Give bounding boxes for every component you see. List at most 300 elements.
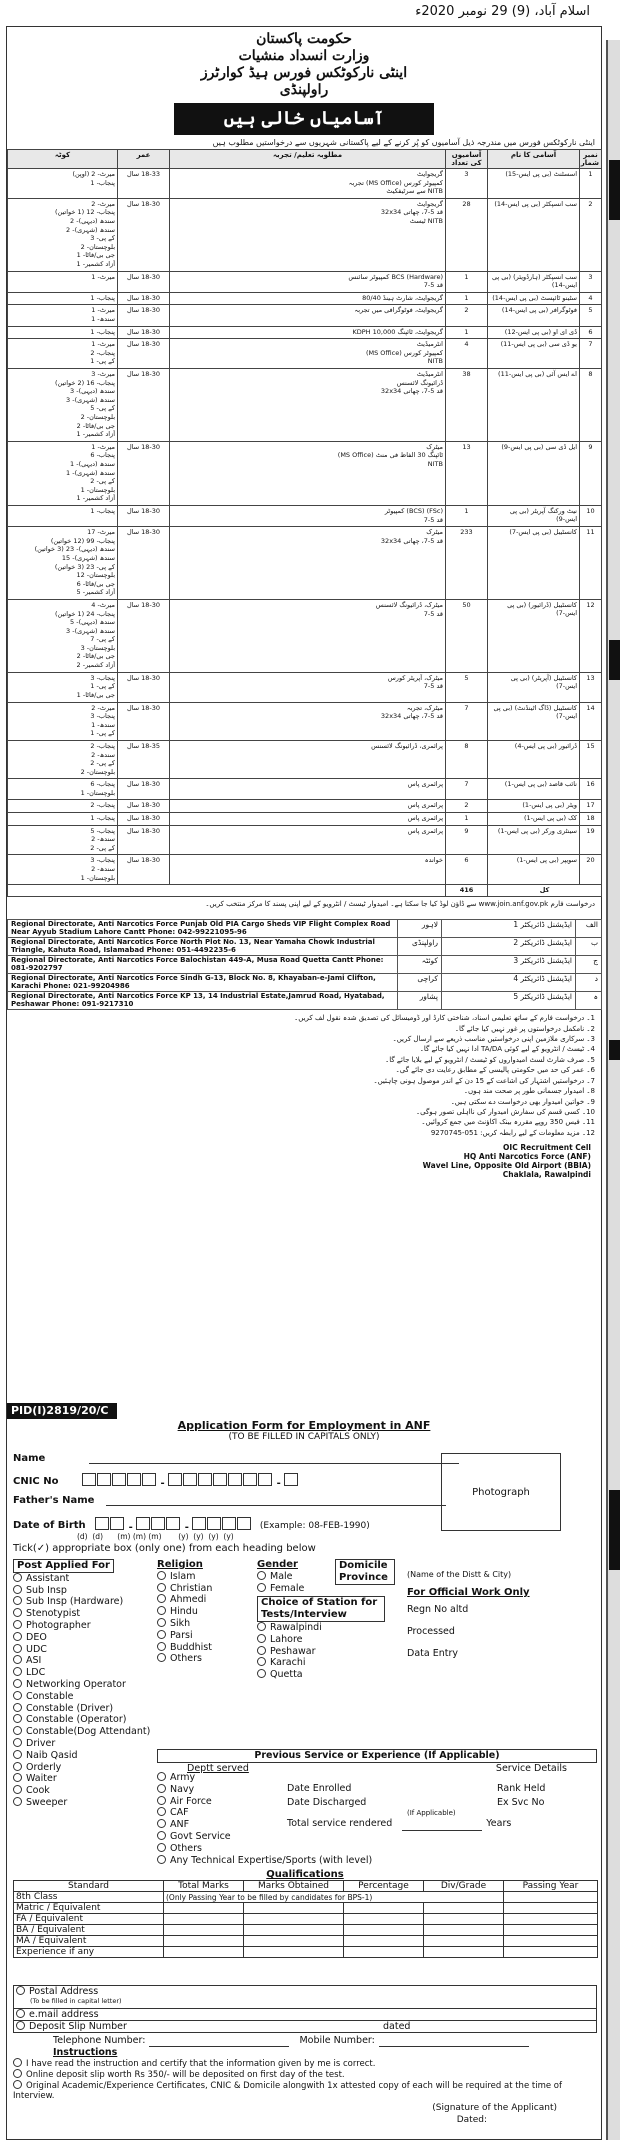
qualification-line: NITB <box>427 357 443 366</box>
post-option[interactable] <box>13 1620 163 1632</box>
dept-radio[interactable] <box>157 1819 166 1828</box>
govt-line: حکومت پاکستان <box>256 31 352 47</box>
vacancy-age: 18-30 سال <box>118 527 170 600</box>
qualification-line: میٹرک <box>426 528 443 537</box>
years-label: Years <box>486 1818 512 1829</box>
vacancy-count: 4 <box>446 339 488 369</box>
digit-box[interactable] <box>198 1473 212 1486</box>
dept-option[interactable] <box>157 1807 257 1819</box>
quota-line: سندھ (دیہی)- 2 <box>70 216 115 225</box>
religion-option[interactable] <box>157 1606 267 1618</box>
domicile-heading: Domicile Province <box>335 1559 395 1585</box>
dept-label: ANF <box>170 1819 190 1831</box>
vacancy-age: 18-30 سال <box>118 599 170 672</box>
qualification-line: قد 5-7، چھاتی 32x34 <box>380 536 443 545</box>
post-label: DEO <box>26 1631 47 1643</box>
religion-option[interactable] <box>157 1630 267 1642</box>
quota-line: میرٹ- 1 <box>91 340 115 349</box>
region-director: ایڈیشنل ڈائریکٹر 2 <box>442 938 576 956</box>
post-radio[interactable] <box>13 1596 22 1605</box>
quota-line: جی بی/فاٹا- 1 <box>76 690 115 699</box>
post-option[interactable] <box>13 1785 163 1797</box>
total-count: 416 <box>446 885 488 897</box>
official-field: Processed <box>407 1625 455 1637</box>
vacancy-col-header: نمبر شمار <box>580 150 602 169</box>
qual-cell[interactable] <box>164 1903 244 1914</box>
qual-col-header: Standard <box>14 1881 164 1892</box>
father-field[interactable] <box>106 1505 446 1506</box>
vacancy-number: 1 <box>580 169 602 199</box>
post-option[interactable] <box>13 1608 163 1620</box>
digit-box[interactable] <box>95 1517 109 1530</box>
quota-line: میرٹ- 2 <box>91 199 115 208</box>
dept-option[interactable] <box>157 1796 257 1808</box>
post-radio[interactable] <box>13 1620 22 1629</box>
separator: - <box>156 1478 169 1489</box>
post-radio[interactable] <box>13 1632 22 1641</box>
vacancy-col-header: کوٹہ <box>8 150 118 169</box>
dob-boxes[interactable] <box>95 1517 252 1533</box>
tech-radio[interactable] <box>157 1855 166 1864</box>
digit-box[interactable] <box>142 1473 156 1486</box>
station-heading: Choice of Station for Tests/Interview <box>257 1596 385 1622</box>
dept-radio[interactable] <box>157 1796 166 1805</box>
vacancy-row <box>8 672 602 702</box>
post-radio[interactable] <box>13 1644 22 1653</box>
post-radio[interactable] <box>13 1714 22 1723</box>
religion-radio[interactable] <box>157 1571 166 1580</box>
vacancy-age: 18-30 سال <box>118 368 170 441</box>
vacancy-row <box>8 505 602 526</box>
vacancy-age: 18-30 سال <box>118 441 170 505</box>
qual-cell[interactable] <box>344 1947 424 1958</box>
postal-label: Postal Address <box>29 1986 99 1997</box>
qual-cell[interactable] <box>424 1914 504 1925</box>
dept-radio[interactable] <box>157 1784 166 1793</box>
digit-box[interactable] <box>136 1517 150 1530</box>
contact-section <box>13 1985 597 2126</box>
digit-box[interactable] <box>112 1473 126 1486</box>
religion-option[interactable] <box>157 1618 267 1630</box>
digit-box[interactable] <box>222 1517 236 1530</box>
gender-heading: Gender <box>257 1559 298 1570</box>
vacancy-age: 18-30 سال <box>118 305 170 326</box>
quota-line: پنجاب- 2 <box>90 801 115 810</box>
website-note: درخواست فارم www.join.anf.gov.pk سے ڈاؤن لوڈ کیا جا سکتا ہے۔ امیدوار ٹیسٹ / انٹرویو کے لیے اپنی پسند کا مرکز منتخب کریں۔ <box>205 900 595 909</box>
post-label: UDC <box>26 1643 47 1655</box>
official-field: Data Entry <box>407 1647 458 1659</box>
dept-radio[interactable] <box>157 1807 166 1816</box>
vacancy-post: کانسٹیبل (بی پی ایس-7) <box>488 527 580 600</box>
vacancy-number: 11 <box>580 527 602 600</box>
post-radio[interactable] <box>13 1655 22 1664</box>
instruction-line: 5۔ صرف شارٹ لسٹ امیدواروں کو ٹیسٹ / انٹرویو کے لیے بلایا جائے گا۔ <box>385 1055 595 1064</box>
instruction-line: 1۔ درخواست فارم کے ساتھ تعلیمی اسناد، شناختی کارڈ اور ڈومیسائل کی تصدیق شدہ نقول لف کریں۔ <box>294 1014 595 1023</box>
post-radio[interactable] <box>13 1750 22 1759</box>
religion-radio[interactable] <box>157 1606 166 1615</box>
vacancy-post: فوٹوگرافر (بی پی ایس-14) <box>488 305 580 326</box>
dept-radio[interactable] <box>157 1772 166 1781</box>
region-key: د <box>576 974 602 992</box>
quota-line: سندھ- 2 <box>91 750 115 759</box>
vacancy-count: 9 <box>446 825 488 855</box>
digit-box[interactable] <box>192 1517 206 1530</box>
vacancy-col-header: آسامی کا نام <box>488 150 580 169</box>
post-option[interactable] <box>13 1655 163 1667</box>
digit-box[interactable] <box>284 1473 298 1486</box>
post-option[interactable] <box>13 1596 163 1608</box>
vacancy-count: 6 <box>446 855 488 885</box>
dept-radio[interactable] <box>157 1843 166 1852</box>
dept-option[interactable] <box>157 1784 257 1796</box>
qual-cell[interactable] <box>504 1947 598 1958</box>
quota-line: پنجاب- 1 <box>90 506 115 515</box>
digit-box[interactable] <box>183 1473 197 1486</box>
vacancy-quota <box>8 800 118 813</box>
station-label: Rawalpindi <box>270 1621 322 1633</box>
quota-line: پنجاب- 1 <box>90 293 115 302</box>
signature-line: HQ Anti Narcotics Force (ANF) <box>463 1152 591 1162</box>
dept-option[interactable] <box>157 1843 257 1855</box>
digit-box[interactable] <box>237 1517 251 1530</box>
if-applicable-note: (If Applicable) <box>407 1809 456 1817</box>
anf-line: اینٹی نارکوٹکس فورس ہیڈ کوارٹرز <box>200 65 408 81</box>
region-row <box>8 956 602 974</box>
vacancy-qualification <box>170 305 446 326</box>
mobile-label: Mobile Number: <box>299 2035 375 2046</box>
post-option[interactable] <box>13 1644 163 1656</box>
vacancy-quota <box>8 198 118 271</box>
post-option[interactable] <box>13 1762 163 1774</box>
qual-cell[interactable] <box>504 1914 598 1925</box>
religion-radio[interactable] <box>157 1618 166 1627</box>
qual-cell[interactable] <box>504 1936 598 1947</box>
total-label: کل <box>488 885 602 897</box>
post-radio[interactable] <box>13 1573 22 1582</box>
post-option[interactable] <box>13 1632 163 1644</box>
telephone-field[interactable] <box>149 2046 289 2047</box>
post-option[interactable] <box>13 1679 163 1691</box>
region-key: ب <box>576 938 602 956</box>
qual-cell[interactable] <box>244 1936 344 1947</box>
religion-label: Islam <box>170 1570 196 1582</box>
instruction-line: 3۔ سرکاری ملازمین اپنی درخواستیں مناسب ذریعے سے ارسال کریں۔ <box>392 1035 595 1044</box>
signature-line: OIC Recruitment Cell <box>503 1143 591 1153</box>
deposit-radio[interactable] <box>16 2021 25 2030</box>
digit-box[interactable] <box>166 1517 180 1530</box>
post-option[interactable] <box>13 1750 163 1762</box>
religion-radio[interactable] <box>157 1630 166 1639</box>
form-instruction <box>13 2080 597 2101</box>
qualification-line: پرائمری پاس <box>407 814 443 823</box>
dept-option[interactable] <box>157 1831 257 1843</box>
total-service-label: Total service rendered <box>287 1818 393 1829</box>
quota-line: پنجاب- 5 <box>90 826 115 835</box>
post-radio[interactable] <box>13 1762 22 1771</box>
post-radio[interactable] <box>13 1679 22 1688</box>
vacancy-number: 6 <box>580 326 602 339</box>
post-option[interactable] <box>13 1573 163 1585</box>
cnic-boxes[interactable] <box>82 1473 299 1489</box>
post-option[interactable] <box>13 1691 163 1703</box>
vacancy-row <box>8 779 602 800</box>
cnic-label: CNIC No <box>13 1476 59 1487</box>
quota-line: جی بی/فاٹا- 1 <box>76 251 115 260</box>
vacancy-qualification <box>170 339 446 369</box>
gender-radio[interactable] <box>257 1583 266 1592</box>
vacancy-post: یو ڈی سی (بی پی ایس-11) <box>488 339 580 369</box>
qual-cell[interactable] <box>244 1947 344 1958</box>
post-option[interactable] <box>13 1667 163 1679</box>
vacancy-quota <box>8 779 118 800</box>
dob-format: (d) (d) (m) (m) (m) (y) (y) (y) (y) <box>77 1532 234 1541</box>
post-radio[interactable] <box>13 1785 22 1794</box>
photograph-box[interactable]: Photograph <box>441 1453 561 1531</box>
qual-cell[interactable] <box>164 1936 244 1947</box>
ministry-line: وزارت انسداد منشیات <box>238 48 370 64</box>
vacancy-qualification <box>170 800 446 813</box>
vacancy-quota <box>8 169 118 199</box>
qualification-line: NITB سے سرٹیفکیٹ <box>386 187 443 196</box>
qual-cell[interactable] <box>424 1947 504 1958</box>
mobile-field[interactable] <box>379 2046 529 2047</box>
post-option[interactable] <box>13 1773 163 1785</box>
religion-label: Parsi <box>170 1629 193 1641</box>
qual-cell[interactable] <box>424 1903 504 1914</box>
vacancy-age: 18-30 سال <box>118 813 170 826</box>
post-radio[interactable] <box>13 1667 22 1676</box>
quota-line: کے پی- 2 <box>90 843 115 852</box>
qual-cell[interactable] <box>164 1925 244 1936</box>
qualification-line: گریجوایٹ، ٹائپنگ 10,000 KDPH <box>352 327 443 336</box>
station-radio[interactable] <box>257 1646 266 1655</box>
region-row <box>8 938 602 956</box>
digit-box[interactable] <box>110 1517 124 1530</box>
exsvc-label: Ex Svc No <box>497 1797 545 1808</box>
quota-line: سندھ- 2 <box>91 835 115 844</box>
digit-box[interactable] <box>97 1473 111 1486</box>
vacancy-row <box>8 169 602 199</box>
digit-box[interactable] <box>258 1473 272 1486</box>
vacancy-count: 5 <box>446 672 488 702</box>
telephone-label: Telephone Number: <box>53 2035 146 2046</box>
digit-box[interactable] <box>151 1517 165 1530</box>
vacancy-number: 2 <box>580 198 602 271</box>
digit-box[interactable] <box>82 1473 96 1486</box>
vacancy-count: 1 <box>446 813 488 826</box>
post-label: Networking Operator <box>26 1678 126 1690</box>
vacancy-quota <box>8 326 118 339</box>
qual-cell[interactable] <box>344 1914 424 1925</box>
religion-option[interactable] <box>157 1642 267 1654</box>
vacancy-count: 13 <box>446 441 488 505</box>
instruction-line: 12۔ مزید معلومات کے لیے رابطہ کریں: 051-9270745 <box>430 1128 595 1137</box>
dept-radio[interactable] <box>157 1831 166 1840</box>
post-radio[interactable] <box>13 1608 22 1617</box>
post-option[interactable] <box>13 1714 163 1726</box>
religion-option[interactable] <box>157 1594 267 1606</box>
qual-cell[interactable] <box>344 1936 424 1947</box>
email-radio[interactable] <box>16 2009 25 2018</box>
post-label: LDC <box>26 1667 46 1679</box>
total-service-field[interactable] <box>402 1830 482 1831</box>
quota-line: سندھ (دیہی)- 3 <box>70 387 115 396</box>
dept-label: Others <box>170 1842 202 1854</box>
quota-line: پنجاب- 6 <box>90 780 115 789</box>
name-label: Name <box>13 1453 46 1464</box>
digit-box[interactable] <box>127 1473 141 1486</box>
station-option[interactable] <box>257 1622 407 1634</box>
digit-box[interactable] <box>228 1473 242 1486</box>
qualifications-heading: Qualifications <box>266 1869 344 1880</box>
vacancy-age: 18-30 سال <box>118 271 170 292</box>
qual-cell[interactable] <box>504 1903 598 1914</box>
quota-line: میرٹ- 1 <box>91 442 115 451</box>
vacancy-age: 18-30 سال <box>118 855 170 885</box>
religion-option[interactable] <box>157 1653 267 1665</box>
post-option[interactable] <box>13 1738 163 1750</box>
post-label: ASI <box>26 1655 42 1667</box>
total-row <box>8 885 602 897</box>
post-option[interactable] <box>13 1797 163 1809</box>
region-city: کوئٹہ <box>398 956 442 974</box>
qualification-line: خواندہ <box>424 856 443 865</box>
vacancy-count: 28 <box>446 198 488 271</box>
separator: - <box>181 1522 193 1533</box>
vacancy-quota <box>8 505 118 526</box>
quota-line: جی بی/فاٹا- 6 <box>76 579 115 588</box>
region-address: Regional Directorate, Anti Narcotics Force Balochistan 449-A, Musa Road Quetta Cantt Phone: 081-9202797 <box>8 956 398 974</box>
dept-option[interactable] <box>157 1772 257 1784</box>
digit-box[interactable] <box>207 1517 221 1530</box>
deptt-heading: Deptt served <box>187 1762 249 1774</box>
quota-line: جی بی/فاٹا- 2 <box>76 421 115 430</box>
gender-radio[interactable] <box>257 1571 266 1580</box>
qual-cell[interactable] <box>504 1892 598 1903</box>
vacancy-count: 233 <box>446 527 488 600</box>
vacancy-quota <box>8 339 118 369</box>
instruction-bullet <box>13 2069 22 2078</box>
station-option[interactable] <box>257 1646 407 1658</box>
qual-cell[interactable] <box>244 1903 344 1914</box>
post-option[interactable] <box>13 1703 163 1715</box>
quota-line: سندھ (شہری)- 15 <box>61 553 115 562</box>
vacancy-count: 1 <box>446 271 488 292</box>
post-radio[interactable] <box>13 1703 22 1712</box>
digit-box[interactable] <box>213 1473 227 1486</box>
religion-option[interactable] <box>157 1583 267 1595</box>
religion-radio[interactable] <box>157 1642 166 1651</box>
vacancy-qualification <box>170 271 446 292</box>
post-radio[interactable] <box>13 1726 22 1735</box>
station-radio[interactable] <box>257 1657 266 1666</box>
post-radio[interactable] <box>13 1797 22 1806</box>
dept-option[interactable] <box>157 1819 257 1831</box>
vacancy-number: 3 <box>580 271 602 292</box>
vacancy-post: نائب قاصد (بی پی ایس-1) <box>488 779 580 800</box>
quota-line: کے پی- 2 <box>90 759 115 768</box>
form-instruction-text: Original Academic/Experience Certificates, CNIC & Domicile alongwith 1x attested copy of each will be required at the time of Interview. <box>13 2081 562 2101</box>
quota-line: آزاد کشمیر- 1 <box>76 494 115 503</box>
quota-line: سندھ (شہری)- 3 <box>66 626 115 635</box>
qual-cell[interactable] <box>244 1914 344 1925</box>
vacancy-qualification <box>170 292 446 305</box>
station-option[interactable] <box>257 1669 407 1681</box>
religion-radio[interactable] <box>157 1583 166 1592</box>
postal-radio[interactable] <box>16 1986 25 1995</box>
vacancy-number: 17 <box>580 800 602 813</box>
vacancy-post: سینٹری ورکر (بی پی ایس-1) <box>488 825 580 855</box>
quota-line: بلوچستان- 3 <box>80 643 115 652</box>
qual-cell[interactable] <box>244 1925 344 1936</box>
instruction-line: 6۔ عمر کی حد میں حکومتی پالیسی کے مطابق رعایت دی جائے گی۔ <box>395 1066 595 1075</box>
station-option[interactable] <box>257 1634 407 1646</box>
name-field[interactable] <box>89 1463 459 1464</box>
vacancy-count: 3 <box>446 169 488 199</box>
vacancy-qualification <box>170 740 446 778</box>
qual-cell[interactable] <box>424 1925 504 1936</box>
qualification-line: قد 5-7، چھاتی 32x34 <box>380 387 443 396</box>
religion-option[interactable] <box>157 1571 267 1583</box>
post-option[interactable] <box>13 1585 163 1597</box>
qual-cell[interactable] <box>344 1903 424 1914</box>
religion-radio[interactable] <box>157 1653 166 1662</box>
post-radio[interactable] <box>13 1585 22 1594</box>
quota-line: سندھ (دیہی)- 1 <box>70 459 115 468</box>
station-radio[interactable] <box>257 1622 266 1631</box>
qual-cell[interactable] <box>504 1925 598 1936</box>
quota-line: بلوچستان- 12 <box>76 571 115 580</box>
post-radio[interactable] <box>13 1691 22 1700</box>
qual-cell[interactable] <box>344 1925 424 1936</box>
qual-cell[interactable] <box>164 1947 244 1958</box>
vacancy-count: 8 <box>446 740 488 778</box>
quota-line: سندھ (دیہی)- 23 (3 خواتین) <box>34 545 115 554</box>
regional-directorates-table <box>7 919 602 1010</box>
qualifications-table <box>13 1880 598 1958</box>
digit-box[interactable] <box>243 1473 257 1486</box>
quota-line: سندھ (شہری)- 2 <box>66 225 115 234</box>
post-radio[interactable] <box>13 1738 22 1747</box>
postal-note: (To be filled in capital letter) <box>30 1996 122 2005</box>
qualification-line: گریجوایٹ <box>416 199 443 208</box>
quota-line: میرٹ- 2 <box>91 703 115 712</box>
vacancy-col-header: عمر <box>118 150 170 169</box>
post-applied-heading: Post Applied For <box>13 1559 114 1573</box>
quota-line: کے پی- 7 <box>90 635 115 644</box>
vacancy-age: 18-30 سال <box>118 825 170 855</box>
vacancy-qualification <box>170 779 446 800</box>
vacancy-row <box>8 292 602 305</box>
intro-text: اینٹی نارکوٹکس فورس میں مندرجہ ذیل آسامیوں کو پُر کرنے کے لیے پاکستانی شہریوں سے درخواستیں مطلوب ہیں <box>212 138 595 147</box>
instruction-bullet <box>13 2080 22 2089</box>
post-option[interactable] <box>13 1726 163 1738</box>
qual-cell[interactable] <box>164 1914 244 1925</box>
signature-line: Wavel Line, Opposite Old Airport (BBIA) <box>422 1161 591 1171</box>
post-label: Stenotypist <box>26 1608 81 1620</box>
religion-radio[interactable] <box>157 1594 166 1603</box>
quota-line: میرٹ- 1 <box>91 306 115 315</box>
qual-cell[interactable] <box>424 1936 504 1947</box>
post-radio[interactable] <box>13 1773 22 1782</box>
station-radio[interactable] <box>257 1669 266 1678</box>
digit-box[interactable] <box>168 1473 182 1486</box>
vacancy-number: 10 <box>580 505 602 526</box>
station-radio[interactable] <box>257 1634 266 1643</box>
station-option[interactable] <box>257 1657 407 1669</box>
vacancy-quota <box>8 672 118 702</box>
vacancy-number: 16 <box>580 779 602 800</box>
